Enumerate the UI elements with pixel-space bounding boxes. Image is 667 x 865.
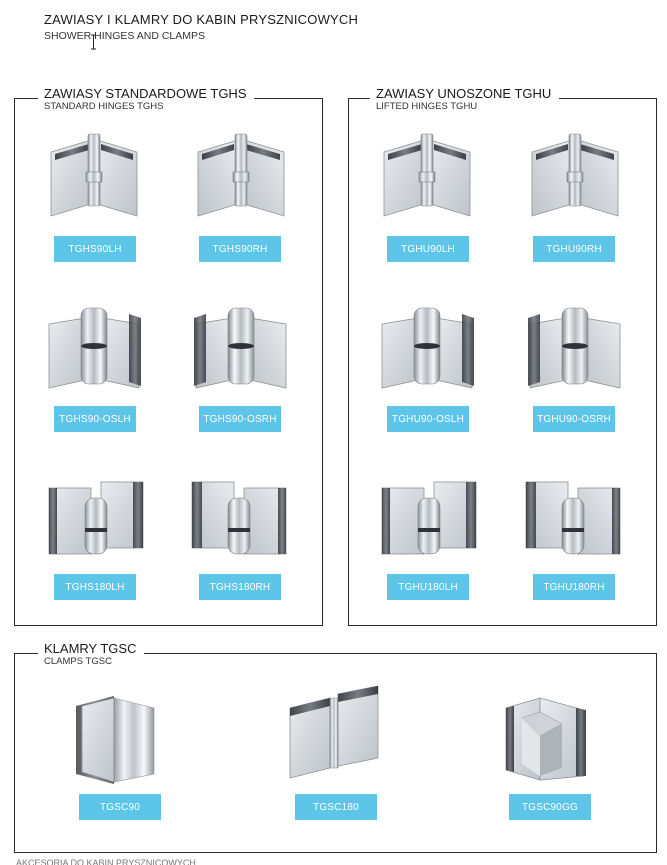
page-title: ZAWIASY I KLAMRY DO KABIN PRYSZNICOWYCH: [44, 12, 359, 27]
product-code-label: TGHS180RH: [199, 574, 281, 600]
hinge-90-offset-right-icon: [190, 300, 290, 400]
product-tgsc180[interactable]: [276, 680, 396, 820]
product-tghu90-osrh[interactable]: [514, 300, 634, 432]
standard-hinges-header: [38, 86, 254, 112]
hinge-180-left-icon: [378, 468, 478, 568]
clamp-90-icon: [70, 688, 170, 788]
product-tgsc90[interactable]: [60, 688, 180, 820]
clamps-title: KLAMRY TGSC: [44, 641, 137, 656]
clamp-180-icon: [286, 680, 386, 788]
product-code-label: TGHU180LH: [387, 574, 469, 600]
standard-hinges-title: ZAWIASY STANDARDOWE TGHS: [44, 86, 247, 101]
product-tgsc90gg[interactable]: [490, 688, 610, 820]
lifted-hinges-title: ZAWIASY UNOSZONE TGHU: [376, 86, 552, 101]
product-code-label: TGHU90-OSRH: [533, 406, 615, 432]
hinge-180-right-icon: [524, 468, 624, 568]
hinge-90-left-icon: [45, 130, 145, 230]
text-cursor-icon: [90, 34, 97, 50]
product-tghu180rh[interactable]: [514, 468, 634, 600]
product-code-label: TGHS180LH: [54, 574, 136, 600]
product-code-label: TGSC180: [295, 794, 377, 820]
clamp-90-glass-glass-icon: [500, 688, 600, 788]
hinge-90-offset-left-icon: [45, 300, 145, 400]
product-code-label: TGHU90RH: [533, 236, 615, 262]
clamps-subtitle: CLAMPS TGSC: [44, 656, 112, 667]
page-subtitle: SHOWER HINGES AND CLAMPS: [44, 30, 206, 42]
product-tghs90-oslh[interactable]: [35, 300, 155, 432]
product-code-label: TGHS90RH: [199, 236, 281, 262]
hinge-90-offset-right-icon: [524, 300, 624, 400]
product-code-label: TGHU90LH: [387, 236, 469, 262]
clamps-header: [38, 641, 144, 667]
product-tghu90lh[interactable]: [368, 130, 488, 262]
product-code-label: TGHS90-OSLH: [54, 406, 136, 432]
product-tghu180lh[interactable]: [368, 468, 488, 600]
product-code-label: TGSC90: [79, 794, 161, 820]
product-code-label: TGHS90-OSRH: [199, 406, 281, 432]
product-tghu90rh[interactable]: [514, 130, 634, 262]
product-tghs90lh[interactable]: [35, 130, 155, 262]
product-tghs90-osrh[interactable]: [180, 300, 300, 432]
product-tghs90rh[interactable]: [180, 130, 300, 262]
hinge-90-right-icon: [524, 130, 624, 230]
product-code-label: TGHU90-OSLH: [387, 406, 469, 432]
hinge-180-right-icon: [190, 468, 290, 568]
product-tghu90-oslh[interactable]: [368, 300, 488, 432]
product-code-label: TGHS90LH: [54, 236, 136, 262]
hinge-90-left-icon: [378, 130, 478, 230]
lifted-hinges-subtitle: LIFTED HINGES TGHU: [376, 101, 478, 112]
product-tghs180rh[interactable]: [180, 468, 300, 600]
hinge-180-left-icon: [45, 468, 145, 568]
standard-hinges-subtitle: STANDARD HINGES TGHS: [44, 101, 164, 112]
product-code-label: TGHU180RH: [533, 574, 615, 600]
hinge-90-offset-left-icon: [378, 300, 478, 400]
product-tghs180lh[interactable]: [35, 468, 155, 600]
footer-text: AKCESORIA DO KABIN PRYSZNICOWYCH: [16, 858, 196, 865]
lifted-hinges-header: [370, 86, 559, 112]
hinge-90-right-icon: [190, 130, 290, 230]
product-code-label: TGSC90GG: [509, 794, 591, 820]
